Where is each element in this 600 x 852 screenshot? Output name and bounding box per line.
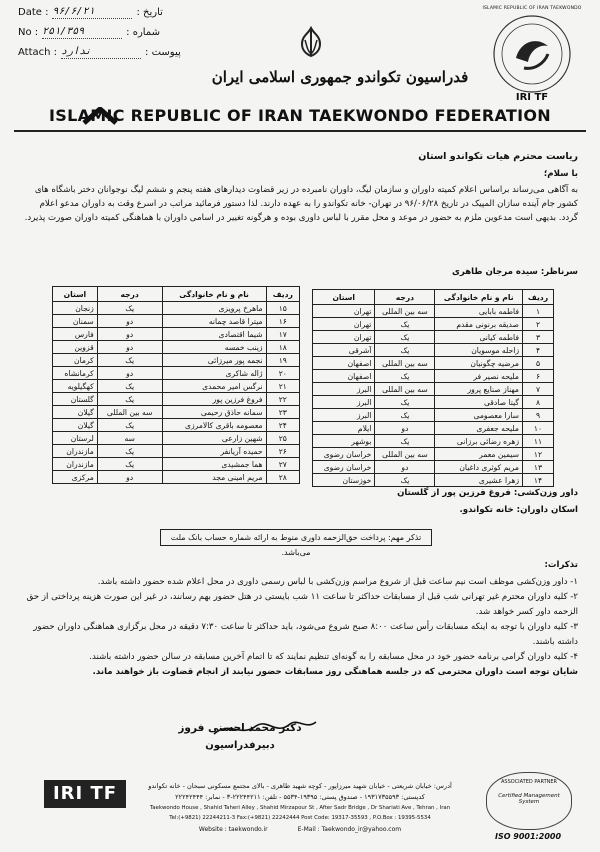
number-label-fa: شماره : (126, 27, 160, 38)
cert-mid: Certified Management System (498, 793, 560, 805)
footer-address-en: Taekwondo House , Shahid Taheri Alley , Shahid Mirzapour St , After Sadr Bridge , Dr Shariati Ave , Tehran , Iran (149, 805, 451, 811)
table-row (53, 354, 300, 367)
cell-name: زهرا عشیری (435, 474, 523, 487)
cell-name: فاطمه بابایی (435, 305, 523, 318)
cell-province: بوشهر (313, 435, 375, 448)
table-row (313, 370, 554, 383)
cell-row: ۲ (523, 318, 554, 331)
table-row (53, 419, 300, 432)
cell-grade: یک (97, 354, 162, 367)
cell-grade: سه (97, 432, 162, 445)
cell-row: ۱۷ (266, 328, 299, 341)
chevron-mark-icon (82, 107, 118, 125)
cell-row: ۲۲ (266, 393, 299, 406)
cell-grade: یک (375, 396, 435, 409)
taekwondo-logo-icon (480, 6, 584, 106)
note-item: ۲- کلیه داوران محترم غیر تهرانی شب قبل از مسابقات حداکثر تا ساعت ۱۱ شب بایستی در هتل حضور بهم رسانند، در غیر این صورت هزینه پرداختی از حق الزحمه داور کسر خواهد شد. (26, 592, 578, 617)
notes-title: تذکرات: (544, 560, 578, 570)
cell-row: ۱ (523, 305, 554, 318)
footer-email[interactable]: E-Mail : Taekwondo_ir@yahoo.com (297, 826, 402, 833)
table-row (313, 357, 554, 370)
header-rule (14, 130, 586, 132)
table-row (53, 302, 300, 315)
cell-grade: یک (97, 419, 162, 432)
cell-name: نجمه پور میرزائی (162, 354, 266, 367)
cell-name: صدیقه برنونی مقدم (435, 318, 523, 331)
number-value: ۲۵۱/۳۵۹ (42, 26, 122, 39)
cell-row: ۲۷ (266, 458, 299, 471)
cell-row: ۱۶ (266, 315, 299, 328)
cell-province: مازندران (53, 458, 98, 471)
date-row (18, 6, 163, 19)
cell-province: ایلام (313, 422, 375, 435)
col-name: نام و نام خانوادگی (162, 287, 266, 302)
cell-name: سمانه حاذق رحیمی (162, 406, 266, 419)
cell-province: تهران (313, 305, 375, 318)
cell-province: مرکزی (53, 471, 98, 484)
cell-province: خوزستان (313, 474, 375, 487)
table-row (313, 383, 554, 396)
cell-grade: سه بین المللی (375, 305, 435, 318)
cell-province: گیلان (53, 419, 98, 432)
number-row (18, 26, 160, 39)
signatory-title: دبیرفدراسیون (205, 740, 275, 751)
cell-grade: یک (97, 302, 162, 315)
recipient: ریاست محترم هیات تکواندو استان (418, 151, 578, 162)
cell-province: تهران (313, 331, 375, 344)
notes-list (22, 575, 578, 680)
cell-name: مهناز صنایع پرور (435, 383, 523, 396)
note-final: شایان توجه است داوران محترمی که در جلسه هماهنگی روز مسابقات حضور نیابند از انجام قضاوت باز خواهند ماند. (92, 667, 578, 677)
cell-name: زینب خمسه (162, 341, 266, 354)
cell-name: شهین زارعی (162, 432, 266, 445)
iso-label: ISO 9001:2000 (494, 832, 562, 841)
cell-row: ۱۵ (266, 302, 299, 315)
cell-row: ۱۸ (266, 341, 299, 354)
footer-contacts (130, 826, 470, 833)
attach-value: ندارد (61, 46, 141, 59)
table-row (313, 435, 554, 448)
cell-row: ۲۵ (266, 432, 299, 445)
cell-row: ۹ (523, 409, 554, 422)
cell-grade: یک (97, 380, 162, 393)
col-grade: درجه (97, 287, 162, 302)
col-province: استان (53, 287, 98, 302)
cell-grade: یک (375, 474, 435, 487)
table-row (313, 331, 554, 344)
cell-row: ۱۰ (523, 422, 554, 435)
cell-province: قزوین (53, 341, 98, 354)
head-referee: سرناظر: سیده مرجان طاهری (451, 267, 578, 277)
attach-row (18, 46, 181, 59)
date-value: ۹۶/۶/۲۱ (52, 6, 132, 19)
attach-label-fa: پیوست : (145, 47, 181, 58)
federation-name-fa: فدراسیون تکواندو جمهوری اسلامی ایران (211, 68, 469, 86)
cell-province: گلستان (53, 393, 98, 406)
cell-name: گیتا صادقی (435, 396, 523, 409)
table-row (53, 341, 300, 354)
cell-province: البرز (313, 409, 375, 422)
table-row (53, 393, 300, 406)
table-row (53, 445, 300, 458)
cell-province: خراسان رضوی (313, 461, 375, 474)
weigh-in-referee: داور وزن‌کشی: فروغ فرزین پور از گلستان (397, 488, 578, 498)
cell-province: البرز (313, 383, 375, 396)
federation-logo (480, 6, 584, 106)
table-row (53, 406, 300, 419)
cell-name: هما جمشیدی (162, 458, 266, 471)
signatory-name: دکتر محمد احسنی فروز (178, 722, 302, 734)
cell-name: فروغ فرزین پور (162, 393, 266, 406)
table-row (53, 367, 300, 380)
cert-top: ASSOCIATED PARTNER (500, 779, 557, 785)
cell-province: سمنان (53, 315, 98, 328)
logo-ring-text: ISLAMIC REPUBLIC OF IRAN TAEKWONDO (482, 6, 582, 11)
table-row (313, 474, 554, 487)
note-item: ۳- کلیه داوران با توجه به اینکه مسابقات رأس ساعت ۸:۰۰ صبح شروع می‌شود، باید حداکثر تا ساعت ۷:۳۰ دقیقه در محل برگزاری هماهنگی داوران حضور داشته باشند. (33, 622, 578, 647)
table-row (313, 448, 554, 461)
cell-name: سارا معصومی (435, 409, 523, 422)
footer-website[interactable]: Website : taekwondo.ir (198, 826, 268, 833)
table-row (313, 461, 554, 474)
cell-name: میترا قاصد چمانه (162, 315, 266, 328)
cell-grade: سه بین المللی (375, 448, 435, 461)
cell-grade: یک (375, 344, 435, 357)
date-label-fa: تاریخ : (136, 7, 163, 18)
cell-name: ملیحه نصیر فر (435, 370, 523, 383)
cell-row: ۲۸ (266, 471, 299, 484)
footer-address-fa: آدرس: خیابان شریعتی - خیابان شهید میرزاپور - کوچه شهید طاهری - بالای مجتمع مسکونی سبحان - خانه تکواندو (148, 782, 452, 790)
footer-phones-fa: کدپستی: ۱۹۳۱۷۳۵۵۹۳ - صندوق پستی: ۱۹۳۹۵-۵۵۳۴ - تلفن: ۲۲۲۴۴۲۱۱-۳ - نمابر: ۲۲۲۴۲۴۴۴ (175, 793, 425, 801)
cell-name: ماهرخ پرویزی (162, 302, 266, 315)
cell-row: ۴ (523, 344, 554, 357)
cell-name: ژاله شاکری (162, 367, 266, 380)
footer-phones-en: Tel:(+9821) 22244211-3 Fax:(+9821) 22242444 Post Code: 19317-35593 , P.O.Box : 19395-5534 (169, 815, 431, 821)
col-row: ردیف (266, 287, 299, 302)
cell-name: زاحله موسویان (435, 344, 523, 357)
certification-badge (486, 772, 572, 830)
table-row (313, 409, 554, 422)
cell-row: ۷ (523, 383, 554, 396)
referee-table-left (52, 286, 300, 484)
cell-row: ۲۶ (266, 445, 299, 458)
cell-row: ۲۴ (266, 419, 299, 432)
cell-grade: دو (97, 471, 162, 484)
note-item: ۴- کلیه داوران گرامی برنامه حضور خود در محل مسابقه را به گونه‌ای تنظیم نمایند که تا اتمام آخرین مسابقه در سالن حضور داشته باشند. (89, 652, 578, 662)
cell-row: ۲۰ (266, 367, 299, 380)
col-province: استان (313, 290, 375, 305)
cell-row: ۱۴ (523, 474, 554, 487)
referee-table-right (312, 289, 554, 487)
col-grade: درجه (375, 290, 435, 305)
cell-name: فاطمه کیانی (435, 331, 523, 344)
cell-name: زهره رضائی برزانی (435, 435, 523, 448)
cell-grade: یک (97, 445, 162, 458)
cell-grade: دو (97, 328, 162, 341)
important-note: تذکر مهم: پرداخت حق‌الزحمه داوری منوط به ارائه شماره حساب بانک ملت می‌باشد. (160, 529, 432, 546)
cell-row: ۱۹ (266, 354, 299, 367)
cell-province: اصفهان (313, 370, 375, 383)
cell-row: ۲۳ (266, 406, 299, 419)
col-row: ردیف (523, 290, 554, 305)
cell-province: خراسان رضوی (313, 448, 375, 461)
cell-name: مریم امینی مجد (162, 471, 266, 484)
cell-province: البرز (313, 396, 375, 409)
cell-name: معصومه باقری کالامرزی (162, 419, 266, 432)
cell-grade: یک (375, 409, 435, 422)
cell-name: مرضیه چگونیان (435, 357, 523, 370)
attach-label: Attach : (18, 47, 58, 58)
cell-grade: یک (97, 393, 162, 406)
greeting: با سلام؛ (543, 169, 578, 179)
cell-grade: یک (375, 331, 435, 344)
cell-name: مریم کوثری داغیان (435, 461, 523, 474)
cell-grade: سه بین المللی (375, 357, 435, 370)
cell-grade: یک (97, 458, 162, 471)
cell-province: گیلان (53, 406, 98, 419)
cell-province: مازندران (53, 445, 98, 458)
cell-grade: یک (375, 318, 435, 331)
cell-name: نرگس امیر محمدی (162, 380, 266, 393)
cell-row: ۸ (523, 396, 554, 409)
logo-mark: IRI TF (515, 92, 549, 103)
cell-row: ۱۳ (523, 461, 554, 474)
table-row (313, 305, 554, 318)
col-name: نام و نام خانوادگی (435, 290, 523, 305)
cell-grade: دو (97, 341, 162, 354)
cell-name: شیما اقتصادی (162, 328, 266, 341)
cell-grade: سه بین المللی (97, 406, 162, 419)
cell-province: فارس (53, 328, 98, 341)
cell-name: ملیحه جعفری (435, 422, 523, 435)
cell-row: ۵ (523, 357, 554, 370)
cell-grade: دو (375, 422, 435, 435)
cell-grade: سه بین المللی (375, 383, 435, 396)
cell-province: لرستان (53, 432, 98, 445)
letter-paragraph: به آگاهی می‌رساند براساس اعلام کمیته داوران و سازمان لیگ، داوران نامبرده در زیر قضاوت دیدارهای هفته پنجم و ششم لیگ نوجوانان دختر باشگاه های کشور جام آینده سازان المپیک در تاریخ ۹۶/۰۶/۲۸ در تهران- خانه تکواندو را به عهده دارند. لذا دستور فرمائید مراتب در اسرع وقت به داوران مدعو اعلام گردد. بدیهی است مدعوین ملزم به حضور در موعد و محل مقرر با لباس داوری بوده و هرگونه تغییر در اسامی داوران با هماهنگی کمیته داوران صورت پذیرد. (24, 185, 578, 223)
table-row (313, 344, 554, 357)
table-row (313, 422, 554, 435)
cell-province: زنجان (53, 302, 98, 315)
table-row (53, 328, 300, 341)
table-row (313, 318, 554, 331)
cell-row: ۳ (523, 331, 554, 344)
cell-province: کرمان (53, 354, 98, 367)
cell-row: ۲۱ (266, 380, 299, 393)
cell-province: کهگیلویه (53, 380, 98, 393)
cell-grade: دو (97, 367, 162, 380)
cell-name: حمیده آریانفر (162, 445, 266, 458)
table-row (53, 432, 300, 445)
cell-province: تهران (313, 318, 375, 331)
cell-row: ۱۱ (523, 435, 554, 448)
cell-province: اصفهان (313, 357, 375, 370)
cell-province: کرمانشاه (53, 367, 98, 380)
cell-row: ۱۲ (523, 448, 554, 461)
cell-grade: دو (97, 315, 162, 328)
cell-province: آشرقی (313, 344, 375, 357)
table-row (53, 458, 300, 471)
table-row (313, 396, 554, 409)
accommodation: اسکان داوران: خانه تکواندو. (459, 505, 578, 515)
cell-row: ۶ (523, 370, 554, 383)
table-row (53, 380, 300, 393)
federation-name-en: ISLAMIC REPUBLIC OF IRAN TAEKWONDO FEDERATION (49, 106, 551, 125)
cell-grade: دو (375, 461, 435, 474)
iran-emblem-icon (296, 26, 326, 58)
table-row (53, 315, 300, 328)
table-row (53, 471, 300, 484)
date-label: Date : (18, 7, 49, 18)
cell-grade: یک (375, 370, 435, 383)
footer-logo: IRI TF (44, 780, 126, 808)
cell-grade: یک (375, 435, 435, 448)
note-item: ۱- داور وزن‌کشی موظف است نیم ساعت قبل از شروع مراسم وزن‌کشی با لباس رسمی داوری در محل اعلام شده حضور داشته باشد. (97, 577, 578, 587)
cell-name: سیمین معمر (435, 448, 523, 461)
number-label: No : (18, 27, 39, 38)
